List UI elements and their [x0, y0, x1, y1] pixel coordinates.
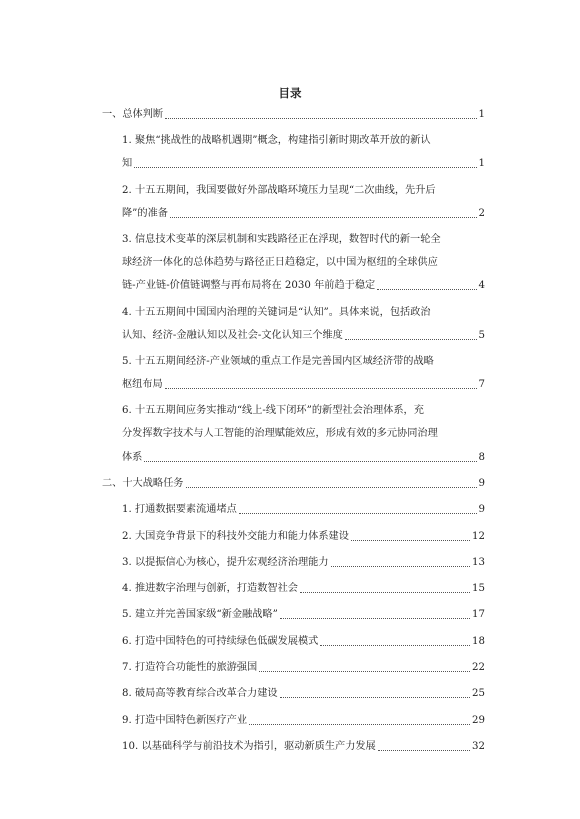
toc-entry-text: 二、十大战略任务	[102, 477, 184, 489]
toc-entry-line	[122, 404, 485, 418]
toc-entry-line	[122, 378, 485, 392]
toc-entry-text: 9. 打造中国特色新医疗产业	[122, 714, 248, 726]
toc-entry-text: 1. 聚焦“挑战性的战略机遇期”概念，构建指引新时期改革开放的新认	[122, 135, 431, 147]
dot-leader	[165, 118, 476, 119]
toc-entry-text: 链-产业链-价值链调整与再布局将在 2030 年前趋于稳定	[122, 280, 376, 292]
dot-leader	[239, 513, 477, 514]
toc-entry-text: 体系	[122, 451, 143, 463]
toc-entry-text: 球经济一体化的总体趋势与路径正日趋稳定，以中国为枢纽的全球供应	[122, 257, 438, 269]
page-number: 2	[478, 207, 485, 219]
toc-entry-line	[122, 427, 485, 441]
toc-entry-line	[122, 635, 485, 649]
dot-leader	[351, 540, 470, 541]
toc-entry-text: 1. 打通数据要素流通堵点	[122, 504, 237, 516]
page-number: 12	[472, 530, 485, 542]
toc-entry-text: 降”的准备	[122, 207, 168, 219]
page-number: 18	[472, 635, 485, 647]
page-number: 1	[478, 109, 485, 120]
page-number: 13	[472, 556, 485, 568]
page-number: 32	[472, 740, 485, 752]
dot-leader	[300, 592, 470, 593]
dot-leader	[186, 487, 477, 488]
dot-leader	[320, 645, 470, 646]
dot-leader	[134, 167, 476, 168]
dot-leader	[170, 217, 477, 218]
dot-leader	[259, 671, 470, 672]
toc-entry-line	[122, 582, 485, 596]
toc-entry-line	[122, 556, 485, 570]
toc-entry-text: 6. 打造中国特色的可持续绿色低碳发展模式	[122, 635, 319, 647]
toc-entry-text: 5. 十五五期间经济-产业领域的重点工作是完善国内区域经济带的战略	[122, 356, 434, 367]
toc-entry-line	[122, 530, 485, 544]
dot-leader	[249, 724, 470, 725]
toc-entry-line	[122, 233, 485, 247]
page-number: 9	[478, 477, 485, 489]
toc-entry-line	[122, 207, 485, 221]
page-number: 5	[478, 329, 485, 341]
dot-leader	[377, 289, 476, 290]
toc-entry-text: 8. 破局高等教育综合改革合力建设	[122, 688, 278, 700]
toc-entry-text: 知	[122, 158, 133, 170]
toc-entry-line	[122, 714, 485, 728]
dot-leader	[144, 461, 476, 462]
page-number: 8	[478, 451, 485, 463]
dot-leader	[345, 339, 477, 340]
toc-entry-text: 枢纽布局	[122, 379, 163, 391]
toc-entry-line	[122, 184, 485, 198]
toc-entry-line	[122, 451, 485, 465]
page-number: 22	[472, 662, 485, 673]
toc-entry-text: 认知、经济-金融认知以及社会-文化认知三个维度	[122, 329, 343, 341]
page-number: 4	[478, 280, 485, 292]
page-number: 25	[472, 688, 485, 700]
toc-entry-text: 4. 推进数字治理与创新，打造数智社会	[122, 583, 298, 595]
toc-entry-line	[122, 279, 485, 293]
dot-leader	[331, 566, 471, 567]
toc-entry-line	[122, 608, 485, 622]
toc-entry-text: 4. 十五五期间中国国内治理的关键词是“认知”。具体来说，包括政治	[122, 306, 431, 318]
toc-entry-text: 2. 十五五期间，我国要做好外部战略环境压力呈现“二次曲线，先升后	[122, 184, 436, 196]
page-number: 1	[478, 158, 485, 170]
toc-entry-line	[122, 134, 485, 148]
page-number: 29	[472, 714, 485, 726]
toc-entry-line	[122, 157, 485, 171]
toc-entry-line	[102, 108, 485, 122]
toc-title: 目录	[278, 86, 302, 100]
toc-entry-line	[102, 477, 485, 491]
toc-entry-line	[122, 661, 485, 675]
toc-entry-line	[122, 503, 485, 517]
page-number: 7	[478, 379, 485, 391]
toc-entry-line	[122, 355, 485, 369]
toc-entry-text: 3. 信息技术变革的深层机制和实践路径正在浮现，数智时代的新一轮全	[122, 234, 441, 246]
page-number: 9	[478, 504, 485, 516]
toc-entry-text: 10. 以基础科学与前沿技术为指引，驱动新质生产力发展	[122, 740, 376, 752]
toc-entry-line	[122, 329, 485, 343]
toc-entry-text: 5. 建立并完善国家级“新金融战略”	[122, 609, 278, 621]
toc-entry-line	[122, 306, 485, 320]
toc-entry-text: 6. 十五五期间应务实推动“线上-线下闭环”的新型社会治理体系，充	[122, 405, 424, 417]
dot-leader	[378, 750, 470, 751]
dot-leader	[165, 388, 477, 389]
page-number: 15	[472, 583, 485, 595]
toc-entry-text: 2. 大国竞争背景下的科技外交能力和能力体系建设	[122, 530, 349, 542]
toc-entry-text: 分发挥数字技术与人工智能的治理赋能效应，形成有效的多元协同治理	[122, 428, 438, 440]
toc-entry-line	[122, 687, 485, 701]
toc-entry-text: 3. 以提振信心为核心，提升宏观经济治理能力	[122, 556, 329, 568]
page-number: 17	[472, 609, 485, 621]
dot-leader	[280, 618, 470, 619]
toc-entry-text: 一、总体判断	[102, 109, 164, 120]
toc-entry-line	[122, 740, 485, 754]
toc-entry-line	[122, 256, 485, 270]
toc-entry-text: 7. 打造符合功能性的旅游强国	[122, 662, 258, 673]
dot-leader	[280, 697, 470, 698]
